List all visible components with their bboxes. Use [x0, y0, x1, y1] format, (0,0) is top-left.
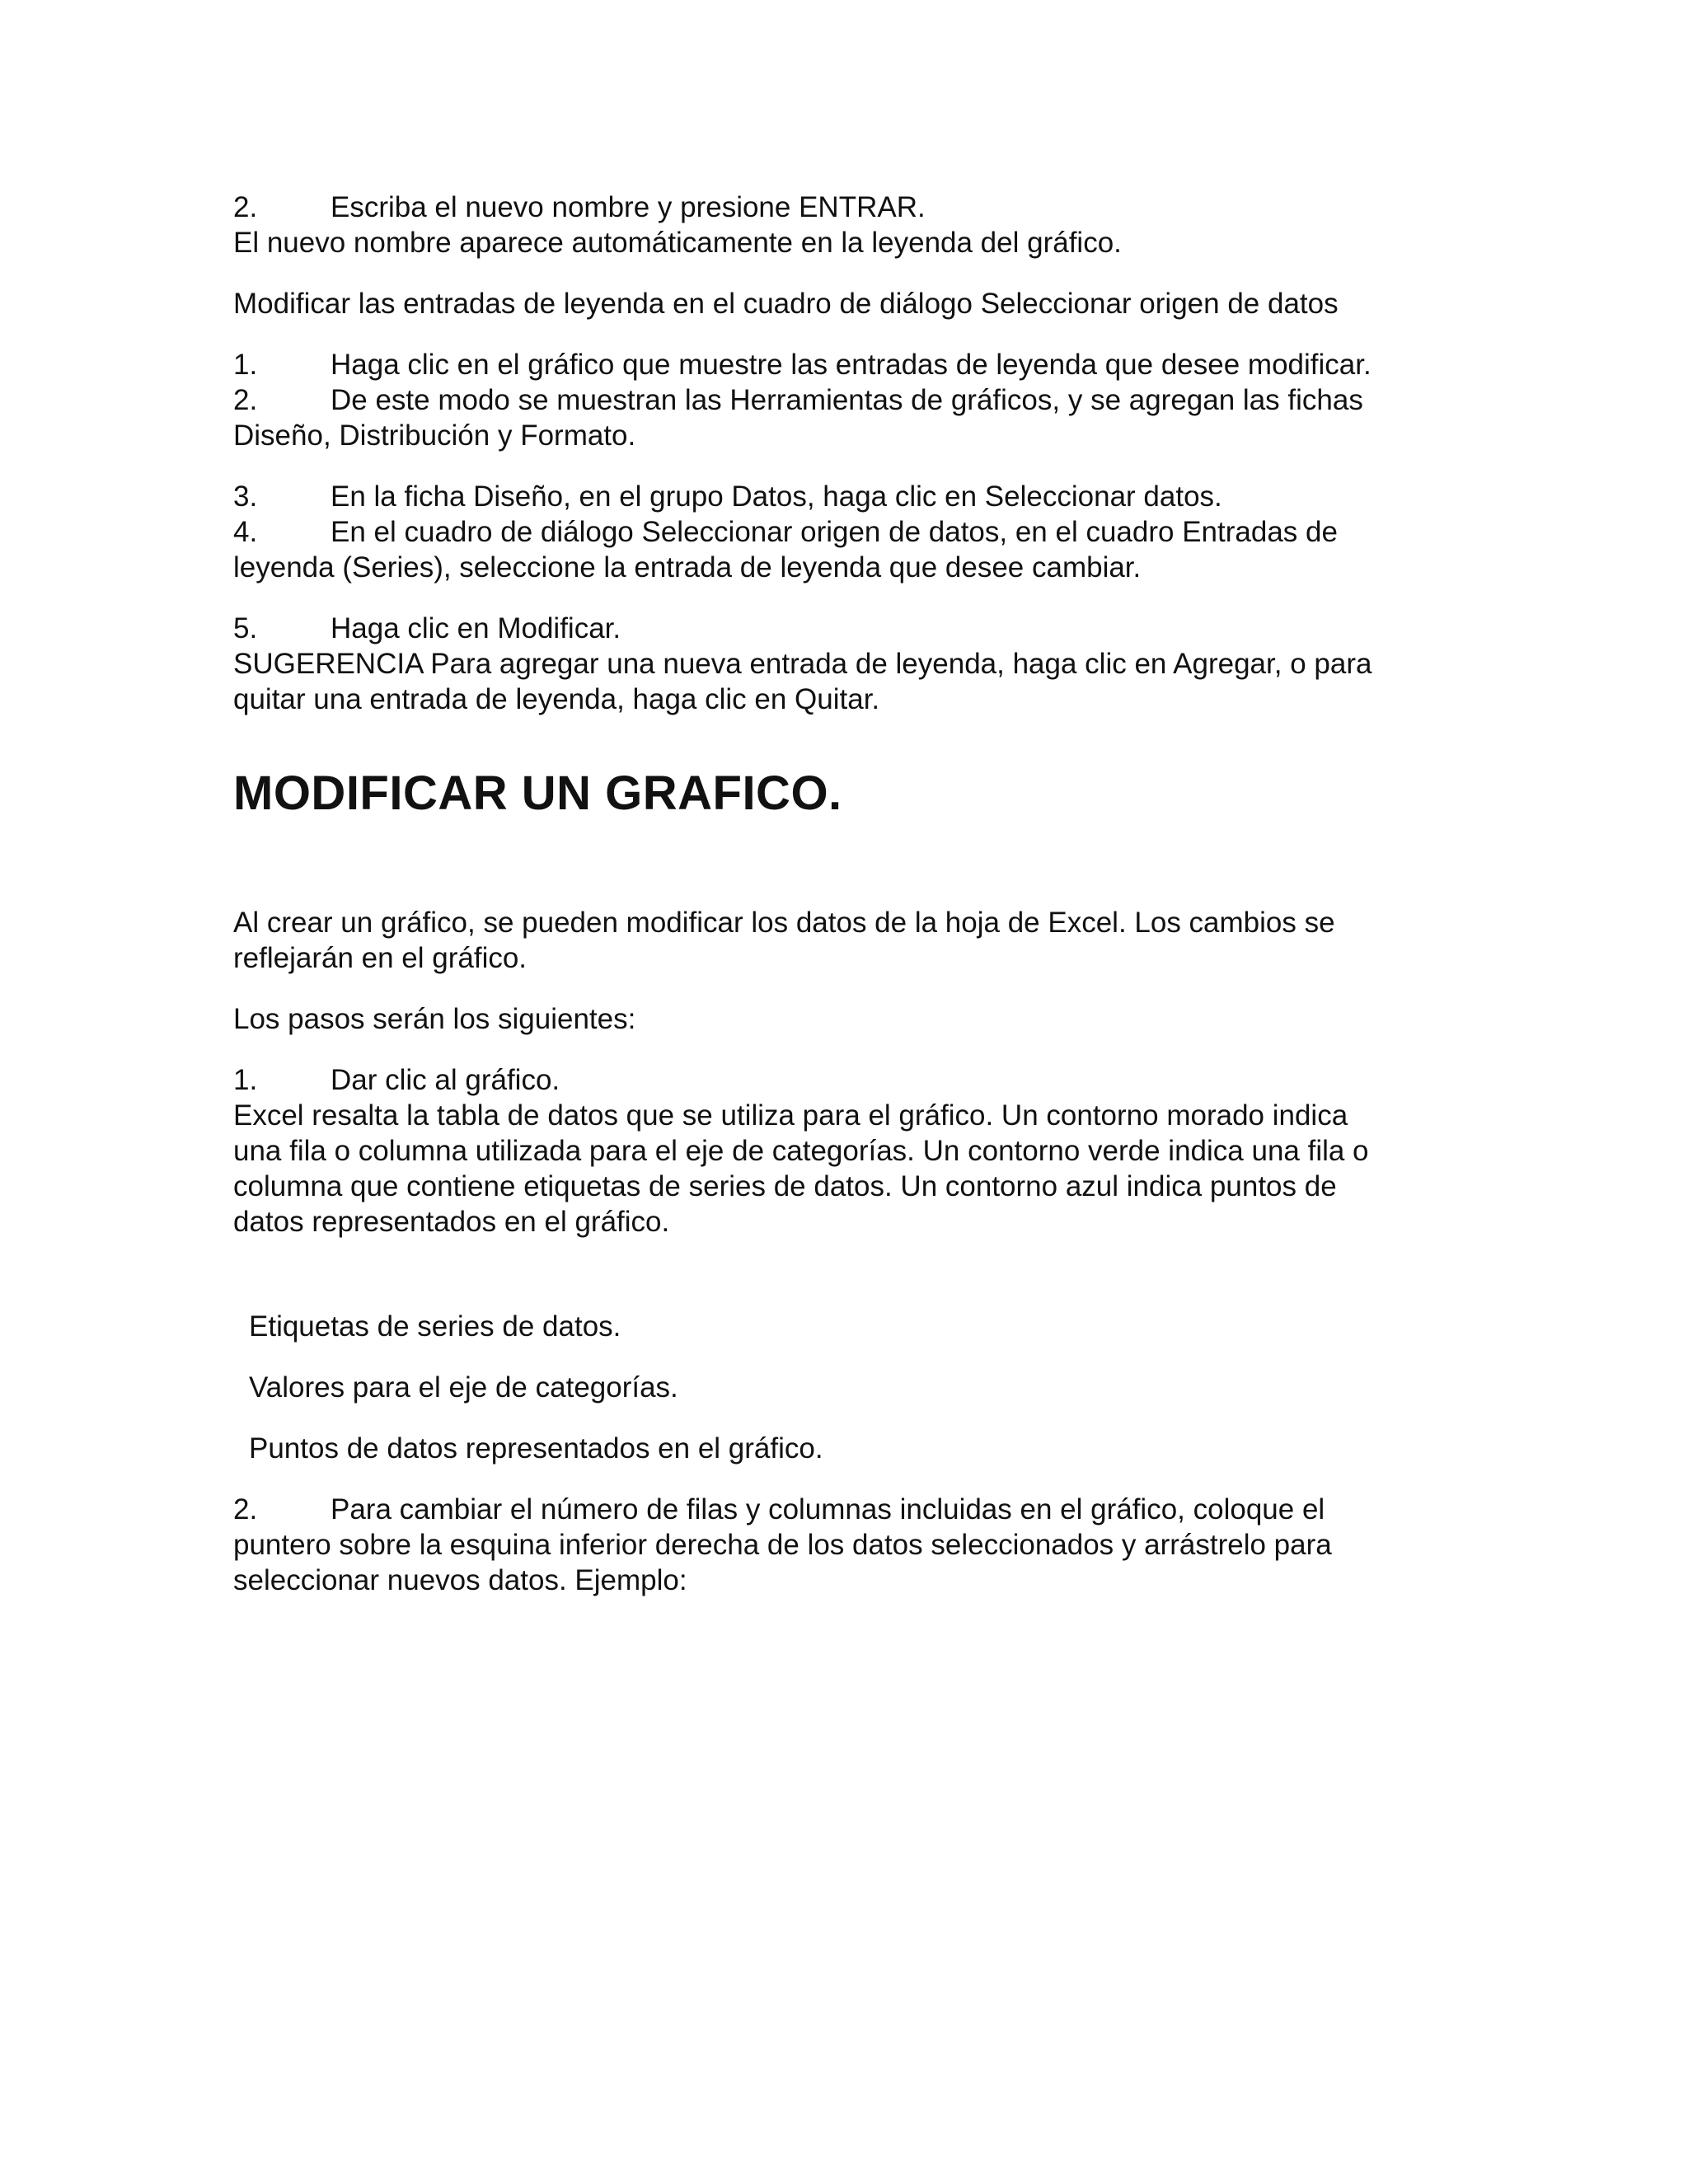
list-item-step-5-modify [233, 611, 1453, 646]
list-item-step-2-enter [233, 190, 1453, 225]
list-item-step-2-tools [233, 382, 1453, 453]
list-number: 1. [233, 349, 258, 381]
callout-series-labels: Etiquetas de series de datos. [249, 1310, 621, 1343]
highlight-line-4: datos representados en el gráfico. [233, 1206, 670, 1238]
list-item-step-3-design [233, 479, 1453, 514]
list-number: 4. [233, 516, 258, 548]
list-number: 2. [233, 1493, 258, 1526]
list-item-step-1-chart [233, 1062, 1453, 1098]
highlight-paragraph [233, 1098, 1453, 1240]
list-item-text: En la ficha Diseño, en el grupo Datos, haga clic en Seleccionar datos. [331, 480, 1222, 513]
list-item-text-line-1: Para cambiar el número de filas y columnas incluidas en el gráfico, coloque el [331, 1493, 1325, 1526]
list-item-text: Escriba el nuevo nombre y presione ENTRAR. [331, 191, 926, 223]
list-number: 2. [233, 191, 258, 223]
list-number: 5. [233, 612, 258, 644]
list-item-text-line-1: En el cuadro de diálogo Seleccionar origen de datos, en el cuadro Entradas de [331, 516, 1338, 548]
tip-line-2: quitar una entrada de leyenda, haga clic en Quitar. [233, 683, 880, 715]
list-item-step-1-click [233, 347, 1453, 382]
list-item-text: Haga clic en el gráfico que muestre las entradas de leyenda que desee modificar. [331, 349, 1372, 381]
tip-line-1: SUGERENCIA Para agregar una nueva entrada de leyenda, haga clic en Agregar, o para [233, 648, 1372, 680]
steps-intro: Los pasos serán los siguientes: [233, 1003, 636, 1035]
list-item-text-line-3: seleccionar nuevos datos. Ejemplo: [233, 1564, 687, 1596]
highlight-line-1: Excel resalta la tabla de datos que se utiliza para el gráfico. Un contorno morado indica [233, 1099, 1348, 1132]
list-number: 2. [233, 384, 258, 416]
section-heading: MODIFICAR UN GRAFICO. [233, 766, 842, 820]
intro-line-1: Al crear un gráfico, se pueden modificar los datos de la hoja de Excel. Los cambios se [233, 907, 1335, 939]
list-item-step-4-dialog [233, 514, 1453, 585]
paragraph-modify-entries: Modificar las entradas de leyenda en el cuadro de diálogo Seleccionar origen de datos [233, 288, 1339, 320]
list-item-text-line-2: puntero sobre la esquina inferior derecha de los datos seleccionados y arrástrelo para [233, 1529, 1332, 1561]
document-body [233, 190, 1453, 1624]
tip-paragraph [233, 646, 1453, 717]
highlight-line-2: una fila o columna utilizada para el eje de categorías. Un contorno verde indica una fila o [233, 1135, 1369, 1167]
list-item-step-2-resize [233, 1492, 1453, 1598]
list-number: 3. [233, 480, 258, 513]
highlight-line-3: columna que contiene etiquetas de series de datos. Un contorno azul indica puntos de [233, 1170, 1337, 1202]
intro-paragraph [233, 905, 1453, 976]
intro-line-2: reflejarán en el gráfico. [233, 942, 528, 974]
list-item-text-line-2: Diseño, Distribución y Formato. [233, 419, 636, 452]
list-item-text-line-2: leyenda (Series), seleccione la entrada de leyenda que desee cambiar. [233, 551, 1142, 583]
list-item-text: Haga clic en Modificar. [331, 612, 621, 644]
paragraph-new-name: El nuevo nombre aparece automáticamente en la leyenda del gráfico. [233, 227, 1122, 259]
list-item-text-line-1: De este modo se muestran las Herramientas de gráficos, y se agregan las fichas [331, 384, 1363, 416]
list-number: 1. [233, 1064, 258, 1096]
callout-category-values: Valores para el eje de categorías. [249, 1371, 678, 1404]
list-item-text: Dar clic al gráfico. [331, 1064, 560, 1096]
callout-data-points: Puntos de datos representados en el gráfico. [249, 1432, 823, 1465]
